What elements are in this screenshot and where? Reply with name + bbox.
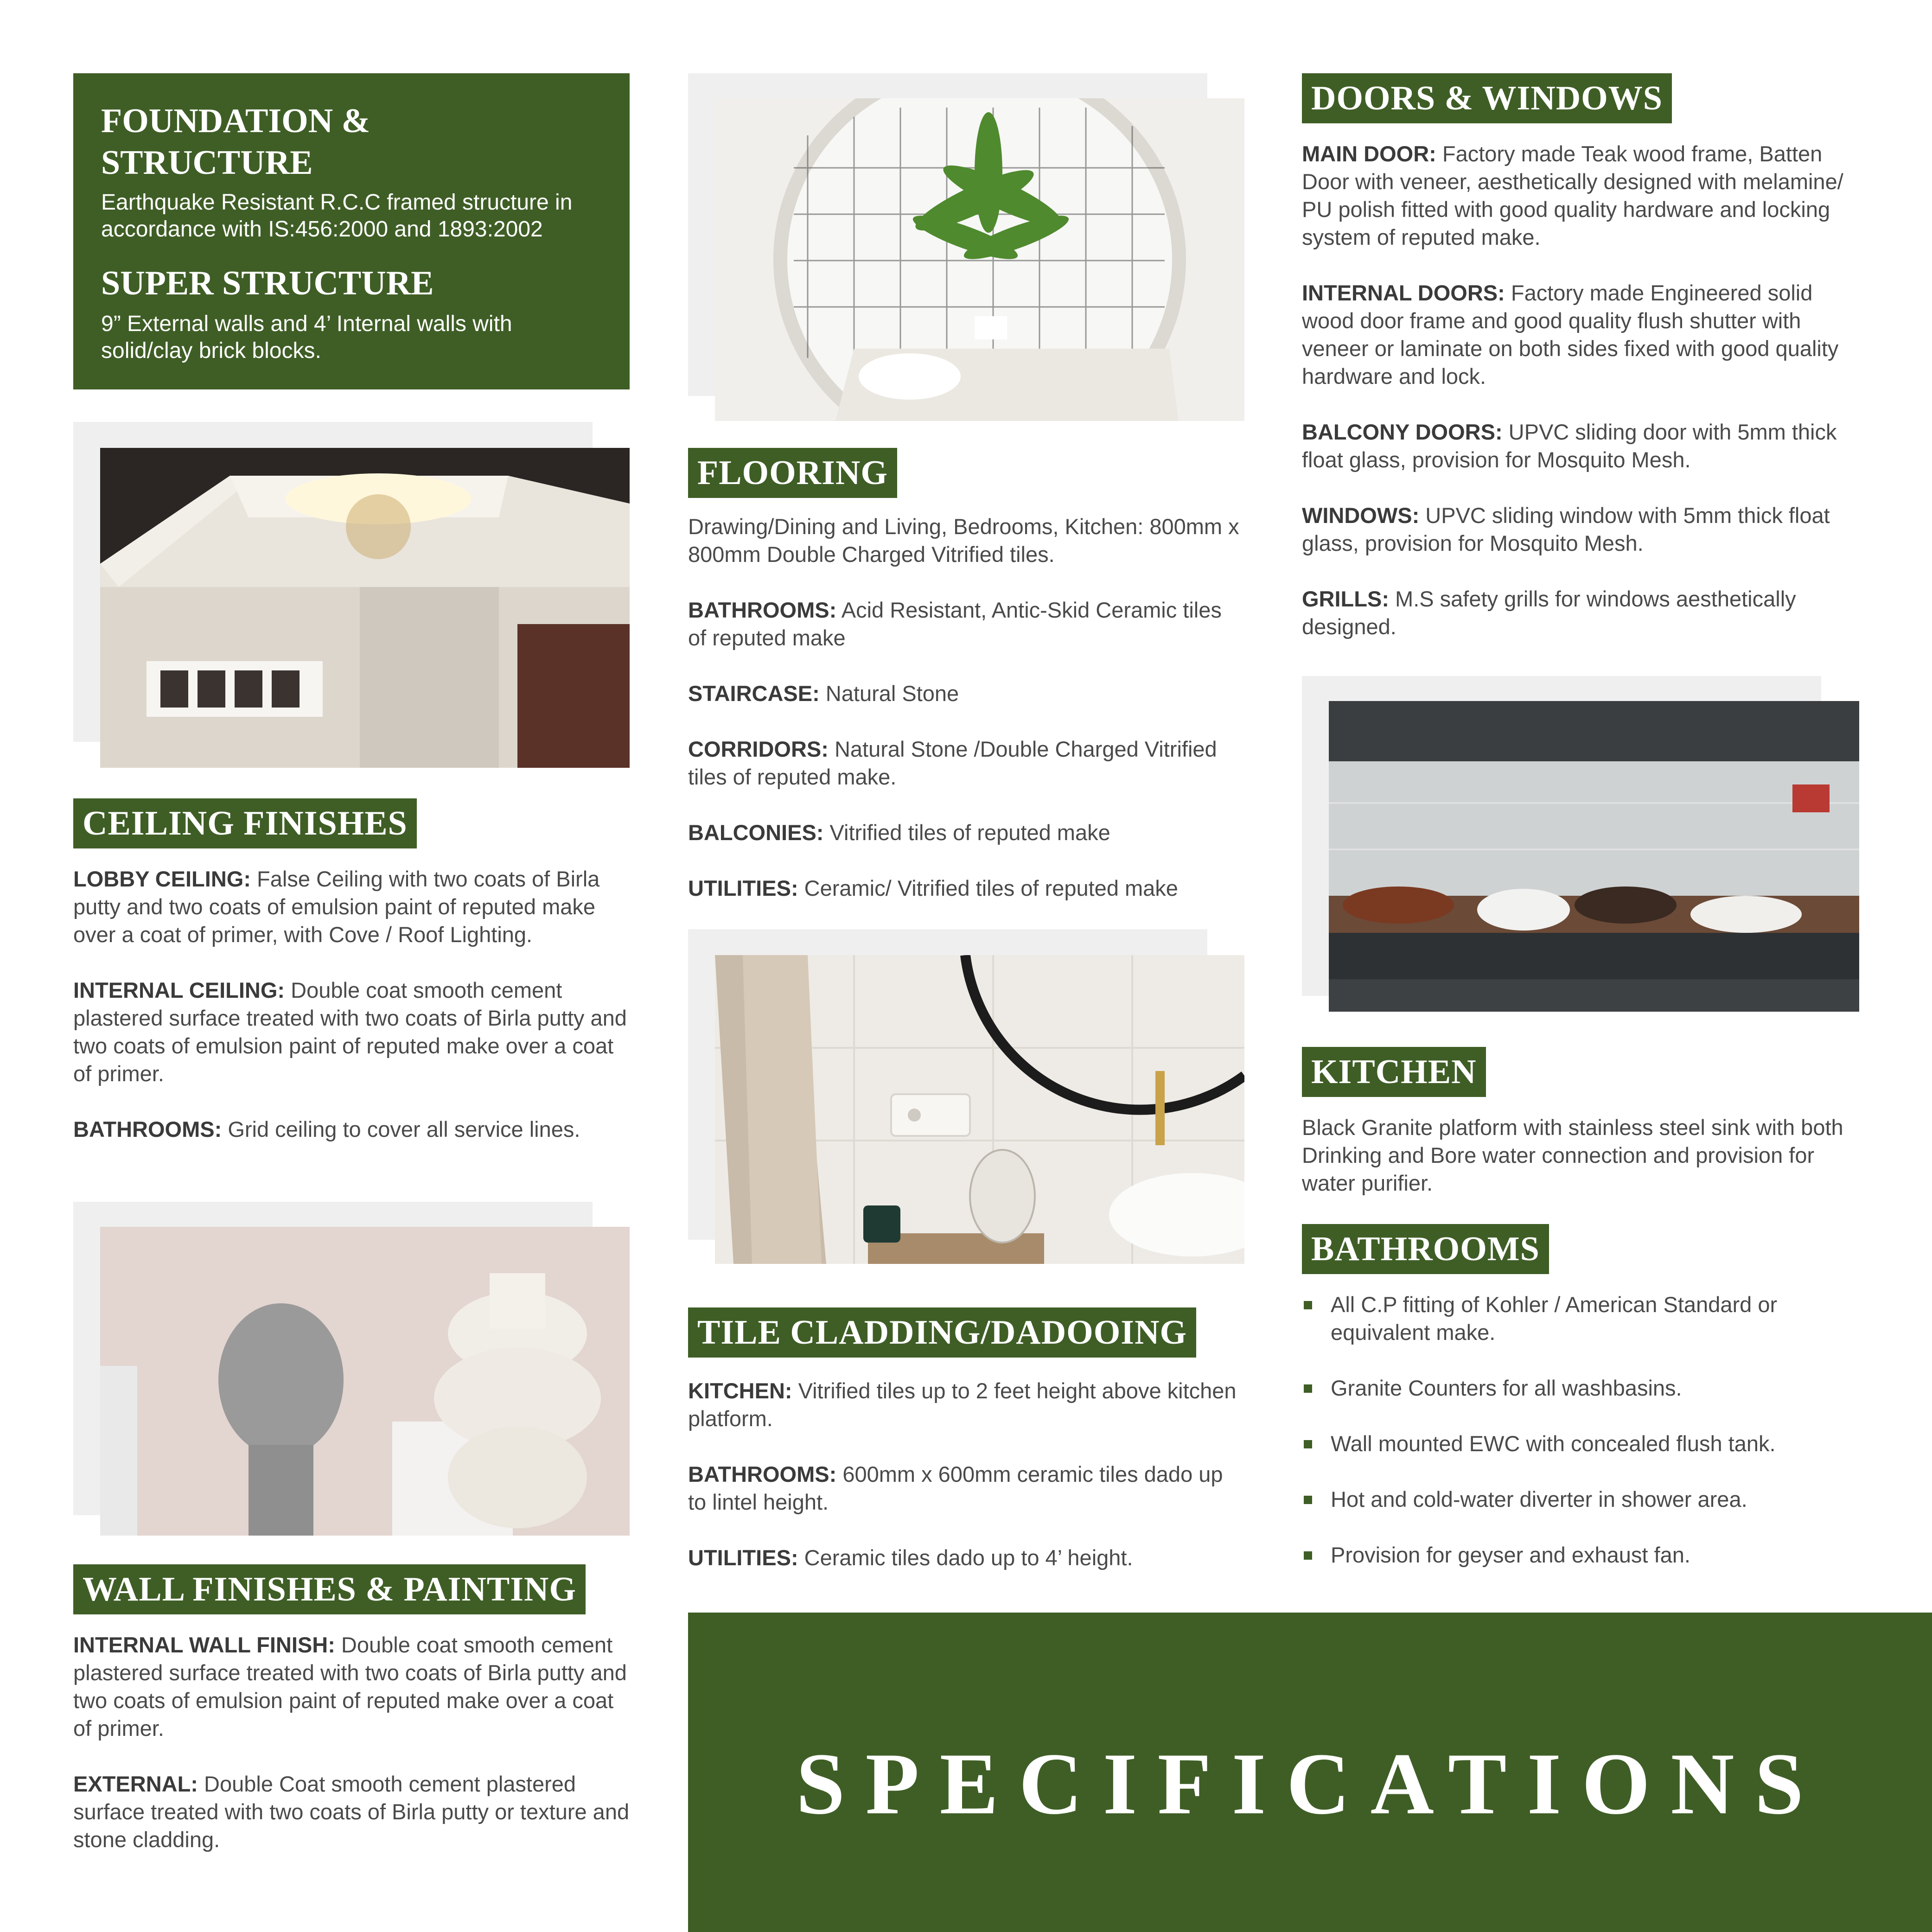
doors-item: GRILLS: M.S safety grills for windows aesthetically designed.: [1302, 587, 1796, 639]
kitchen-text: Black Granite platform with stainless steel sink with both Drinking and Bore water connection and provision for water purifier.: [1302, 1115, 1843, 1195]
bathroom-bullet: Hot and cold-water diverter in shower area.: [1302, 1486, 1863, 1513]
washbasin-image: [715, 955, 1244, 1264]
flooring-item: BALCONIES: Vitrified tiles of reputed make: [688, 820, 1110, 845]
plant-bathroom-image: [715, 98, 1244, 421]
tile-item: UTILITIES: Ceramic tiles dado up to 4’ height.: [688, 1545, 1133, 1570]
specifications-banner: [688, 1613, 1932, 1932]
bathroom-bullet: Granite Counters for all washbasins.: [1302, 1374, 1863, 1402]
doors-item: WINDOWS: UPVC sliding window with 5mm thick float glass, provision for Mosquito Mesh.: [1302, 503, 1830, 555]
tile-item: BATHROOMS: 600mm x 600mm ceramic tiles dado up to lintel height.: [688, 1462, 1223, 1514]
ceiling-finishes-header: CEILING FINISHES: [73, 798, 417, 848]
tile-item: KITCHEN: Vitrified tiles up to 2 feet height above kitchen platform.: [688, 1378, 1237, 1431]
doors-item: MAIN DOOR: Factory made Teak wood frame, Batten Door with veneer, aesthetically designed with melamine/ PU polish fitted with good quality hardware and locking system of reputed make.: [1302, 141, 1843, 249]
flooring-intro: Drawing/Dining and Living, Bedrooms, Kitchen: 800mm x 800mm Double Charged Vitrified tiles.: [688, 514, 1239, 567]
wall-item: INTERNAL WALL FINISH: Double coat smooth cement plastered surface treated with two coats of Birla putty and two coats of emulsion paint of reputed make over a coat of primer.: [73, 1632, 627, 1741]
bathroom-bullet: All C.P fitting of Kohler / American Standard or equivalent make.: [1302, 1291, 1863, 1346]
flooring-text: [688, 513, 1244, 902]
wall-item: EXTERNAL: Double Coat smooth cement plastered surface treated with two coats of Birla putty or texture and stone cladding.: [73, 1772, 630, 1852]
specifications-title: SPECIFICATIONS: [796, 1735, 1824, 1833]
foundation-title: FOUNDATION & STRUCTURE: [101, 102, 370, 182]
bathroom-bullet: Provision for geyser and exhaust fan.: [1302, 1541, 1863, 1569]
wall-finishes-text: [73, 1631, 630, 1854]
super-structure-text: 9” External walls and 4’ Internal walls with solid/clay brick blocks.: [101, 312, 512, 363]
bathroom-bullet: Wall mounted EWC with concealed flush tank.: [1302, 1430, 1863, 1458]
flooring-header: FLOORING: [688, 448, 897, 498]
tile-cladding-header: TILE CLADDING/DADOOING: [688, 1307, 1196, 1358]
decor-image: [100, 1227, 630, 1536]
wall-finishes-header: WALL FINISHES & PAINTING: [73, 1564, 586, 1614]
ceiling-item: LOBBY CEILING: False Ceiling with two coats of Birla putty and two coats of emulsion paint of reputed make over a coat of primer, with Cove / Roof Lighting.: [73, 867, 600, 947]
doors-windows-text: [1302, 140, 1863, 641]
bathrooms-list: [1302, 1291, 1863, 1597]
foundation-text: Earthquake Resistant R.C.C framed structure in accordance with IS:456:2000 and 1893:2002: [101, 190, 573, 242]
flooring-item: CORRIDORS: Natural Stone /Double Charged Vitrified tiles of reputed make.: [688, 737, 1217, 789]
ceiling-item: INTERNAL CEILING: Double coat smooth cement plastered surface treated with two coats of Birla putty and two coats of emulsion paint of reputed make over a coat of primer.: [73, 978, 627, 1086]
foundation-box: [73, 73, 630, 389]
ceiling-item: BATHROOMS: Grid ceiling to cover all service lines.: [73, 1117, 580, 1141]
ceiling-finishes-text: [73, 865, 630, 1143]
kitchen-image: [1329, 701, 1859, 1012]
flooring-item: UTILITIES: Ceramic/ Vitrified tiles of reputed make: [688, 876, 1178, 900]
kitchen-header: KITCHEN: [1302, 1047, 1486, 1097]
doors-item: BALCONY DOORS: UPVC sliding door with 5mm thick float glass, provision for Mosquito Mesh.: [1302, 420, 1837, 472]
doors-item: INTERNAL DOORS: Factory made Engineered solid wood door frame and good quality flush shutter with veneer or laminate on both sides fixed with good quality hardware and lock.: [1302, 281, 1839, 389]
doors-windows-header: DOORS & WINDOWS: [1302, 73, 1672, 123]
living-room-image: [100, 448, 630, 768]
bathrooms-header: BATHROOMS: [1302, 1224, 1549, 1274]
flooring-item: STAIRCASE: Natural Stone: [688, 681, 959, 706]
tile-cladding-text: [688, 1377, 1244, 1572]
flooring-item: BATHROOMS: Acid Resistant, Antic-Skid Ceramic tiles of reputed make: [688, 598, 1222, 650]
super-structure-title: SUPER STRUCTURE: [101, 264, 434, 302]
